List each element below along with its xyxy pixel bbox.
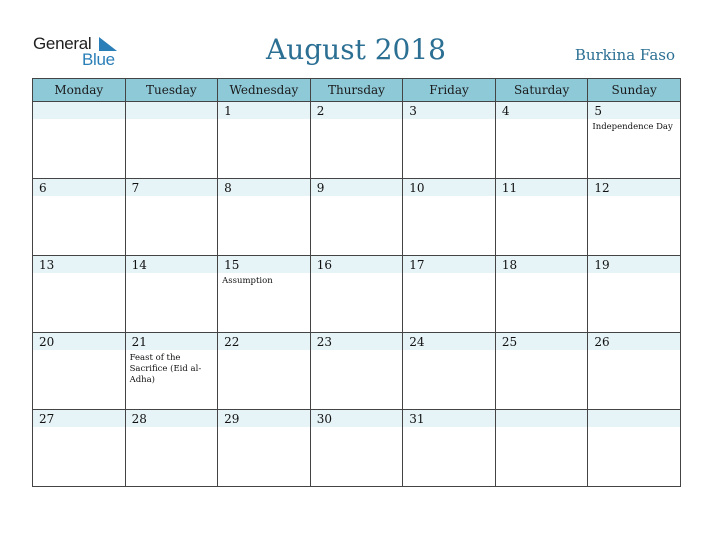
day-cell [495,333,588,410]
day-cell [218,102,311,179]
day-number: 30 [316,412,332,426]
day-cell [125,256,218,333]
weekday-header: Thursday [310,79,403,102]
day-cell-content [588,256,680,332]
day-number: 22 [224,335,240,349]
day-cell-content [311,410,403,486]
day-number: 11 [501,181,518,195]
day-number: 16 [316,258,332,272]
day-cell [33,410,126,487]
day-number: 25 [501,335,518,349]
day-cell-content [588,333,680,409]
day-cell-content [218,179,310,255]
day-cell [403,256,496,333]
day-cell-content [496,333,588,409]
weekday-header: Wednesday [218,79,311,102]
day-cell-content [218,102,310,178]
day-number-band [588,102,680,119]
day-cell-content [311,179,403,255]
weekday-header: Saturday [495,79,588,102]
day-cell-content [403,333,495,409]
day-cell [588,179,681,256]
day-cell-content [311,333,403,409]
day-number: 2 [316,104,325,118]
day-cell-content [126,410,218,486]
day-cell [403,410,496,487]
day-number: 27 [39,412,55,426]
day-number: 7 [131,181,140,195]
day-cell-content [218,410,310,486]
day-number: 5 [594,104,603,118]
weekday-header: Monday [33,79,126,102]
day-cell-content [403,410,495,486]
day-cell-content [496,102,588,178]
week-row [33,410,681,487]
holiday-label: Assumption [222,276,273,286]
day-cell [218,410,311,487]
week-row [33,256,681,333]
day-cell-content [126,333,218,409]
day-cell [495,102,588,179]
day-number: 13 [39,258,55,272]
calendar-body [33,102,681,487]
day-cell [125,410,218,487]
weekday-header: Friday [403,79,496,102]
day-cell [403,179,496,256]
day-number-band [218,102,310,119]
day-cell-content [588,410,680,486]
day-cell-content [588,179,680,255]
day-cell-content [403,256,495,332]
holiday-label: Independence Day [592,122,673,132]
day-cell [125,333,218,410]
day-number: 18 [501,258,518,272]
day-cell [495,410,588,487]
day-number: 9 [316,181,325,195]
day-number: 23 [316,335,332,349]
day-cell [218,333,311,410]
day-cell [588,256,681,333]
day-cell-content [33,333,125,409]
day-cell-content [403,179,495,255]
day-cell [125,179,218,256]
day-cell [218,256,311,333]
day-cell-content [126,102,218,178]
day-number-band [496,410,588,427]
day-cell [33,179,126,256]
day-cell [33,102,126,179]
day-number: 15 [224,258,240,272]
day-number: 14 [131,258,147,272]
day-number-band [218,179,310,196]
day-number: 3 [409,104,417,118]
day-cell [588,410,681,487]
day-cell-content [218,333,310,409]
day-number-band [311,179,403,196]
day-cell-content [126,179,218,255]
day-number: 8 [224,181,232,195]
day-cell-content [496,410,588,486]
day-cell [495,179,588,256]
weekday-header: Sunday [588,79,681,102]
day-cell [33,256,126,333]
day-number: 20 [39,335,55,349]
day-cell-content [403,102,495,178]
day-number: 26 [594,335,610,349]
day-cell [310,102,403,179]
day-cell [588,102,681,179]
calendar-grid [32,78,681,487]
page-title: August 2018 [266,33,446,66]
day-cell [588,333,681,410]
day-number-band [126,102,218,119]
day-number: 6 [39,181,47,195]
day-cell [125,102,218,179]
day-cell [218,179,311,256]
holiday-label: Feast of the Sacrifice (Eid al-Adha) [129,353,202,385]
day-cell [495,256,588,333]
day-cell-content [33,410,125,486]
day-number: 4 [501,104,510,118]
logo-word-blue: Blue [82,50,115,69]
day-number-band [496,102,588,119]
day-number: 21 [131,335,147,349]
day-number: 31 [409,412,425,426]
day-cell-content [33,179,125,255]
day-number: 29 [224,412,240,426]
logo-word-general: General [33,34,92,53]
day-cell-content [496,256,588,332]
day-cell [310,256,403,333]
day-number-band [311,102,403,119]
day-cell [33,333,126,410]
day-number-band [588,410,680,427]
day-number: 17 [409,258,425,272]
day-cell [310,410,403,487]
week-row [33,333,681,410]
day-number-band [126,179,218,196]
day-number-band [403,102,495,119]
day-number: 19 [594,258,610,272]
day-cell-content [126,256,218,332]
day-number-band [33,179,125,196]
day-cell [310,333,403,410]
day-cell-content [33,102,125,178]
day-cell [403,333,496,410]
week-row [33,102,681,179]
day-number-band [33,102,125,119]
day-cell-content [311,102,403,178]
day-number: 24 [409,335,425,349]
day-cell-content [311,256,403,332]
day-number: 28 [131,412,147,426]
day-cell [310,179,403,256]
day-cell-content [588,102,680,178]
day-number: 12 [594,181,610,195]
day-cell-content [33,256,125,332]
day-number: 1 [224,104,232,118]
weekday-header-row [33,79,681,102]
day-cell-content [496,179,588,255]
weekday-header: Tuesday [125,79,218,102]
country-label: Burkina Faso [574,46,675,64]
day-cell-content [218,256,310,332]
day-cell [403,102,496,179]
week-row [33,179,681,256]
day-number: 10 [409,181,425,195]
